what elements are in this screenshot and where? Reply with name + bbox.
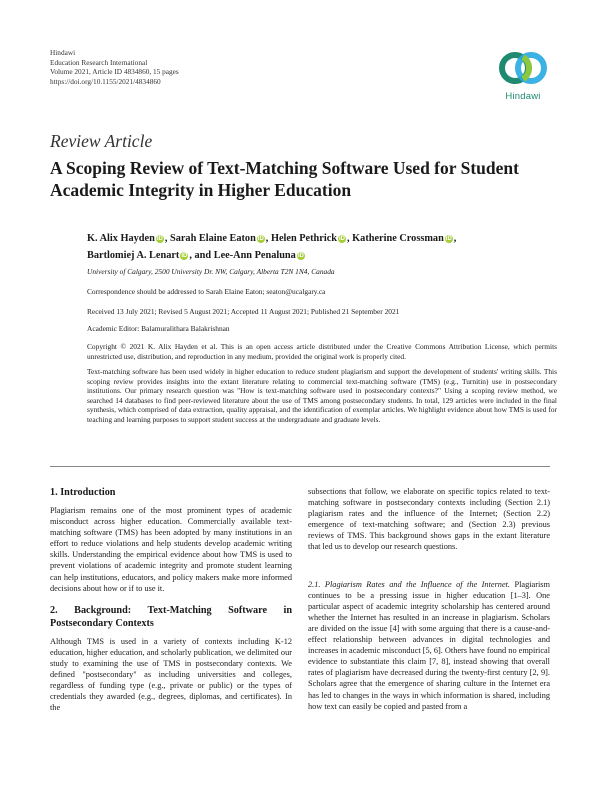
author-name[interactable]: Sarah Elaine Eaton — [169, 233, 256, 244]
affiliation: University of Calgary, 2500 University Dr. NW, Calgary, Alberta T2N 1N4, Canada — [87, 267, 335, 276]
orcid-icon[interactable]: iD — [339, 236, 346, 242]
academic-editor: Academic Editor: Balamuralithara Balakrishnan — [87, 324, 230, 333]
publisher-name: Hindawi — [50, 48, 76, 57]
section-heading: 1. Introduction — [50, 487, 116, 498]
journal-name: Education Research International — [50, 57, 148, 67]
correspondence: Correspondence should be addressed to Sarah Elaine Eaton; seaton@ucalgary.ca — [87, 287, 326, 296]
doi-link[interactable]: https://doi.org/10.1155/2021/4834860 — [50, 76, 161, 86]
orcid-icon[interactable]: iD — [297, 253, 304, 259]
hindawi-logo[interactable] — [495, 48, 551, 106]
orcid-icon[interactable]: iD — [257, 236, 264, 242]
orcid-icon[interactable]: iD — [156, 236, 163, 242]
right-column — [308, 486, 550, 712]
author-name[interactable]: Katherine Crossman — [352, 233, 444, 244]
paragraph: subsections that follow, we elaborate on specific topics related to text-matching software in postsecondary contexts including (Section 2.1) plagiarism rates and the influence of the Internet; (Section 2.2) emergence of text-matching software; and (Section 2.3) previous reviews of TMS. This background shows gaps in the extant literature that led us to develop our research questions. — [308, 487, 550, 552]
article-type: Review Article — [50, 131, 153, 151]
hindawi-logo-icon — [495, 48, 551, 90]
subsection-text: Plagiarism continues to be a pressing issue in higher education [1–3]. One particular aspect of academic integrity scholarship has centered around whether the Internet has resulted in an increase in plagiarism. Scholars are divided on the issue [4] with some arguing that there is a cause-and-effect relationship between advances in digital technologies and increases in academic misconduct [5, 6]. Others have found no empirical evidence to substantiate this claim [7, 8], instead showing that overall rates of plagiarism have decreased during the twenty-first century [2, 9]. Scholars agree that the emergence of sharing culture in the Internet era has led to changes in the ways in which information is shared, including how text can easily be copied and pasted from a — [308, 579, 550, 711]
paragraph: Plagiarism remains one of the most prominent types of academic misconduct across higher education. Commercially available text-matching software (TMS) has been adopted by many institutions in an effort to reduce violations and help students develop academic writing skills. Understanding the empirical evidence about how TMS is used to prevent violations of academic integrity and promote student learning can help institutions, educators, and policy makers make more informed decisions about how or if to use it. — [50, 506, 292, 593]
volume-line: Volume 2021, Article ID 4834860, 15 pages — [50, 67, 179, 76]
divider — [50, 466, 550, 467]
left-column — [50, 486, 292, 713]
orcid-icon[interactable]: iD — [181, 253, 188, 259]
paragraph — [308, 579, 550, 712]
paragraph: Although TMS is used in a variety of contexts including K-12 education, higher education, and scholarly publication, we delimited our study to examining the use of TMS in postsecondary contexts. We defined "postsecondary" as including universities and colleges, regardless of funding type (e.g., private or public) or the types of credentials they awarded (e.g., degrees, diplomas, and certificates). In the — [50, 636, 292, 713]
subsection-title: 2.1. Plagiarism Rates and the Influence of the Internet. — [308, 579, 511, 589]
author-list: K. Alix Hayden iD , Sarah Elaine Eaton iD , Helen Pethrick iD , Katherine Crossman iD , Bartlomiej A. Lenart iD , and Lee-Ann Penaluna iD — [87, 233, 457, 261]
paper-title: A Scoping Review of Text-Matching Software Used for Student Academic Integrity in Higher Education — [50, 158, 519, 200]
copyright-notice: Copyright © 2021 K. Alix Hayden et al. This is an open access article distributed under the Creative Commons Attribution License, which permits unrestricted use, distribution, and reproduction in any medium, provided the original work is properly cited. — [87, 342, 557, 361]
author-name[interactable]: Helen Pethrick — [270, 233, 338, 244]
author-name[interactable]: Lee-Ann Penaluna — [213, 250, 296, 261]
publication-dates: Received 13 July 2021; Revised 5 August 2021; Accepted 11 August 2021; Published 21 September 2021 — [87, 307, 400, 316]
abstract: Text-matching software has been used widely in higher education to reduce student plagiarism and support the development of students' writing skills. This scoping review provides insights into the extant literature relating to commercial text-matching software (TMS) (e.g., Turnitin) use in postsecondary institutions. Our primary research question was "How is text-matching software used in postsecondary contexts?" Using a scoping review method, we searched 14 databases to find peer-reviewed literature about the use of TMS among postsecondary students. In total, 129 articles were included in the final synthesis, which comprised of data extraction, quality appraisal, and the identification of exemplar articles. We highlight evidence about how TMS is used for teaching and learning purposes to support student success at the undergraduate and graduate levels. — [87, 367, 557, 424]
section-heading: 2. Background: Text-Matching Software in Postsecondary Contexts — [50, 604, 292, 629]
journal-info — [50, 48, 179, 86]
author-name[interactable]: Bartlomiej A. Lenart — [87, 250, 180, 261]
orcid-icon[interactable]: iD — [445, 236, 452, 242]
author-name[interactable]: K. Alix Hayden — [87, 233, 155, 244]
logo-text: Hindawi — [505, 91, 541, 102]
